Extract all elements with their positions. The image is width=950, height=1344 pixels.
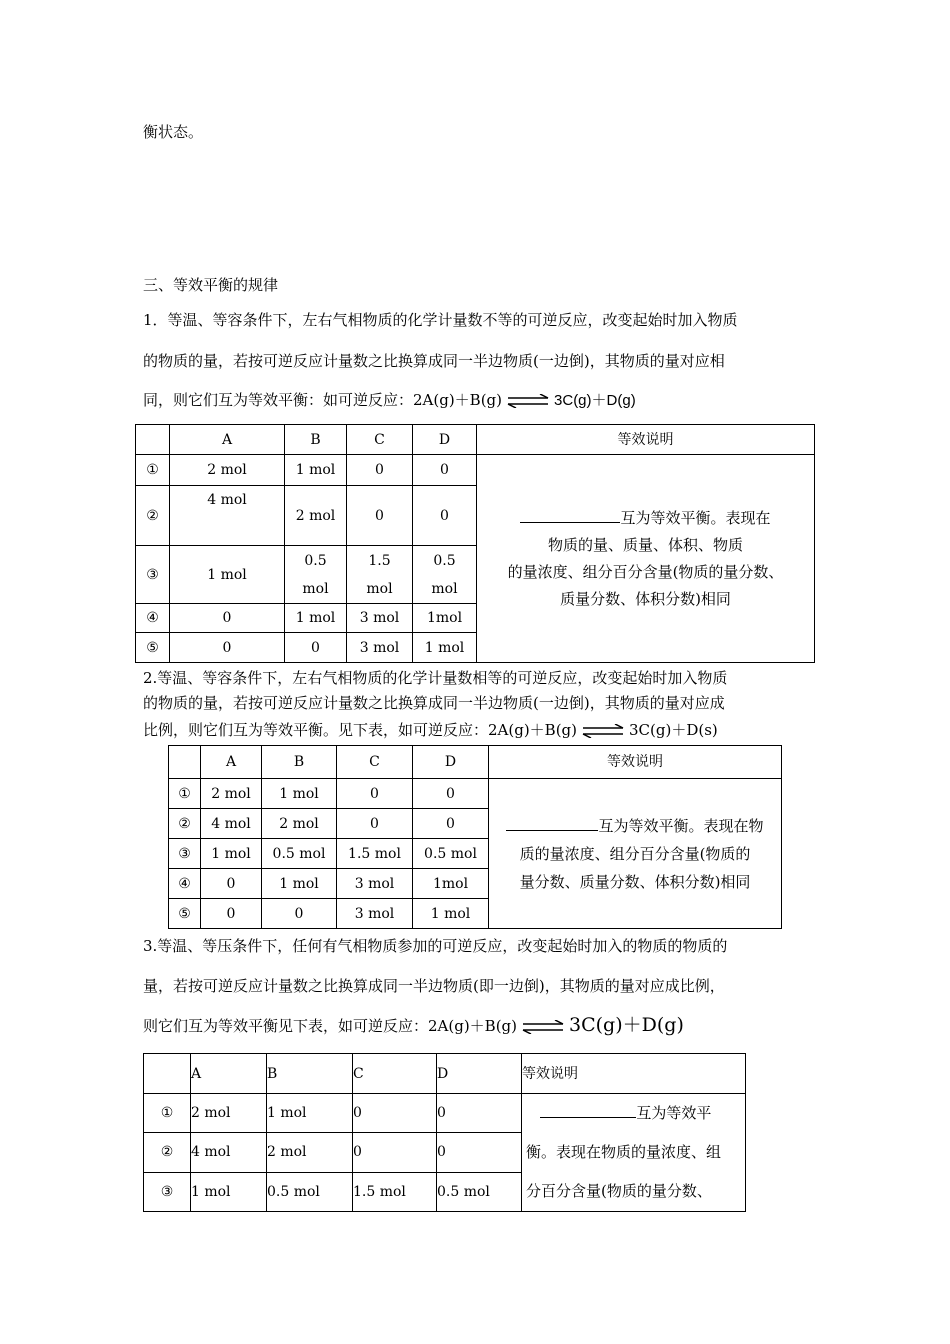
header-b: B [285,425,347,455]
cell-d: 1 mol [413,633,477,663]
cell-d-unit: mol [431,580,458,597]
cell-c-value: 1.5 [368,552,391,569]
equivalence-note [489,779,782,929]
cell-d: 0.5 mol [413,839,489,869]
cell-b [285,546,347,604]
note-line: 互为等效平衡。表现在 [620,508,771,527]
cell-a: 1 mol [201,839,262,869]
header-a: A [170,425,285,455]
equilibrium-arrow-icon [521,1020,565,1034]
fill-blank[interactable] [520,522,620,523]
table-header-row [136,425,815,455]
header-a: A [191,1054,267,1094]
row-number: ② [136,486,170,546]
rule1-line3 [143,390,636,411]
cell-d: 1mol [413,604,477,633]
row-number: ② [169,809,201,839]
rule2-line2: 的物质的量，若按可逆反应计量数之比换算成同一半边物质(一边倒)，其物质的量对应成 [143,694,725,712]
cell-c: 3 mol [347,633,413,663]
cell-b: 1 mol [285,455,347,486]
rule1-table [135,424,815,663]
top-text: 衡状态。 [143,123,204,141]
cell-a: 0 [170,604,285,633]
table-header-row [144,1054,746,1094]
header-c: C [353,1054,437,1094]
cell-b: 1 mol [267,1094,353,1133]
cell-d: 0.5 mol [437,1172,522,1211]
row-number: ② [144,1133,191,1172]
rule3-line3 [143,1015,684,1036]
cell-a: 0 [170,633,285,663]
cell-c: 0 [353,1094,437,1133]
note-line: 的量浓度、组分百分含量(物质的量分数、 [507,562,784,581]
header-note: 等效说明 [489,746,782,779]
row-number: ③ [144,1172,191,1211]
cell-d: 0 [413,486,477,546]
cell-a: 1 mol [191,1172,267,1211]
cell-a: 2 mol [201,779,262,809]
table-header-row [169,746,782,779]
cell-d: 1mol [413,869,489,899]
row-number: ⑤ [169,899,201,929]
cell-c: 1.5 mol [337,839,413,869]
rule3-line2: 量，若按可逆反应计量数之比换算成同一半边物质(即一边倒)，其物质的量对应成比例， [143,977,725,995]
rule2-reaction-right: 3C(g)＋D(s) [629,721,718,739]
rule2-line3 [143,720,718,740]
equilibrium-arrow-icon [581,724,625,738]
rule3-reaction-right: 3C(g)＋D(g) [569,1014,684,1036]
cell-a: 2 mol [170,455,285,486]
cell-d: 0 [413,455,477,486]
equivalence-note [522,1094,746,1212]
header-a: A [201,746,262,779]
cell-a: 0 [201,899,262,929]
cell-c: 3 mol [347,604,413,633]
note-line: 分百分含量(物质的量分数、 [526,1182,712,1200]
cell-c: 0 [337,809,413,839]
cell-c [347,546,413,604]
note-line: 质的量浓度、组分百分含量(物质的 [519,844,751,863]
cell-b: 0.5 mol [262,839,337,869]
equilibrium-arrow-icon [506,394,550,408]
rule2-line1: 2.等温、等容条件下，左右气相物质的化学计量数相等的可逆反应，改变起始时加入物质 [143,669,728,687]
cell-c: 3 mol [337,869,413,899]
cell-c: 0 [353,1133,437,1172]
cell-c: 1.5 mol [353,1172,437,1211]
cell-b: 1 mol [262,779,337,809]
cell-d: 0 [413,779,489,809]
row-number: ③ [169,839,201,869]
note-line: 物质的量、质量、体积、物质 [547,535,743,554]
cell-a: 2 mol [191,1094,267,1133]
cell-b-value: 0.5 [304,552,327,569]
table-row [136,455,815,486]
rule2-table [168,745,782,929]
cell-d: 0 [437,1094,522,1133]
cell-a: 4 mol [201,809,262,839]
header-note: 等效说明 [522,1054,746,1094]
cell-c: 0 [347,455,413,486]
cell-a: 4 mol [191,1133,267,1172]
cell-b-unit: mol [302,580,329,597]
row-number: ④ [169,869,201,899]
cell-b: 2 mol [262,809,337,839]
cell-b: 1 mol [262,869,337,899]
header-c: C [347,425,413,455]
cell-c-unit: mol [366,580,393,597]
note-line: 互为等效平 [636,1104,712,1122]
section-title: 三、等效平衡的规律 [143,276,279,294]
row-number: ⑤ [136,633,170,663]
rule2-reaction-left: 比例，则它们互为等效平衡。见下表，如可逆反应：2A(g)＋B(g) [143,721,578,739]
rule1-line2: 的物质的量，若按可逆反应计量数之比换算成同一半边物质(一边倒)，其物质的量对应相 [143,352,725,370]
header-d: D [437,1054,522,1094]
cell-c: 3 mol [337,899,413,929]
rule1-reaction-left: 同，则它们互为等效平衡：如可逆反应：2A(g)＋B(g) [143,391,503,409]
cell-d: 0 [413,809,489,839]
table-row [169,779,782,809]
cell-d-value: 0.5 [433,552,456,569]
fill-blank[interactable] [506,830,598,831]
header-b: B [262,746,337,779]
cell-a: 0 [201,869,262,899]
cell-c: 0 [337,779,413,809]
rule3-table [143,1053,746,1212]
table-row [144,1094,746,1133]
cell-d: 1 mol [413,899,489,929]
cell-b: 0 [285,633,347,663]
header-d: D [413,746,489,779]
note-line: 互为等效平衡。表现在物 [598,816,764,835]
cell-d [413,546,477,604]
cell-a: 1 mol [170,546,285,604]
equivalence-note [477,455,815,663]
header-c: C [337,746,413,779]
row-number: ① [169,779,201,809]
rule3-reaction-left: 则它们互为等效平衡见下表，如可逆反应：2A(g)＋B(g) [143,1017,518,1035]
header-note: 等效说明 [477,425,815,455]
row-number: ④ [136,604,170,633]
cell-d: 0 [437,1133,522,1172]
note-line: 质量分数、体积分数)相同 [560,589,731,608]
fill-blank[interactable] [540,1117,636,1118]
header-d: D [413,425,477,455]
note-line: 衡。表现在物质的量浓度、组 [526,1143,722,1161]
rule1-line1: 1．等温、等容条件下，左右气相物质的化学计量数不等的可逆反应，改变起始时加入物质 [143,311,738,329]
row-number: ③ [136,546,170,604]
row-number: ① [144,1094,191,1133]
header-b: B [267,1054,353,1094]
cell-c: 0 [347,486,413,546]
cell-a: 4 mol [170,486,285,546]
cell-b: 2 mol [267,1133,353,1172]
cell-b: 0.5 mol [267,1172,353,1211]
cell-b: 2 mol [285,486,347,546]
rule1-reaction-right: 3C(g)＋D(g) [554,392,636,409]
cell-b: 0 [262,899,337,929]
note-line: 量分数、质量分数、体积分数)相同 [519,872,751,891]
row-number: ① [136,455,170,486]
rule3-line1: 3.等温、等压条件下，任何有气相物质参加的可逆反应，改变起始时加入的物质的物质的 [143,937,728,955]
cell-b: 1 mol [285,604,347,633]
